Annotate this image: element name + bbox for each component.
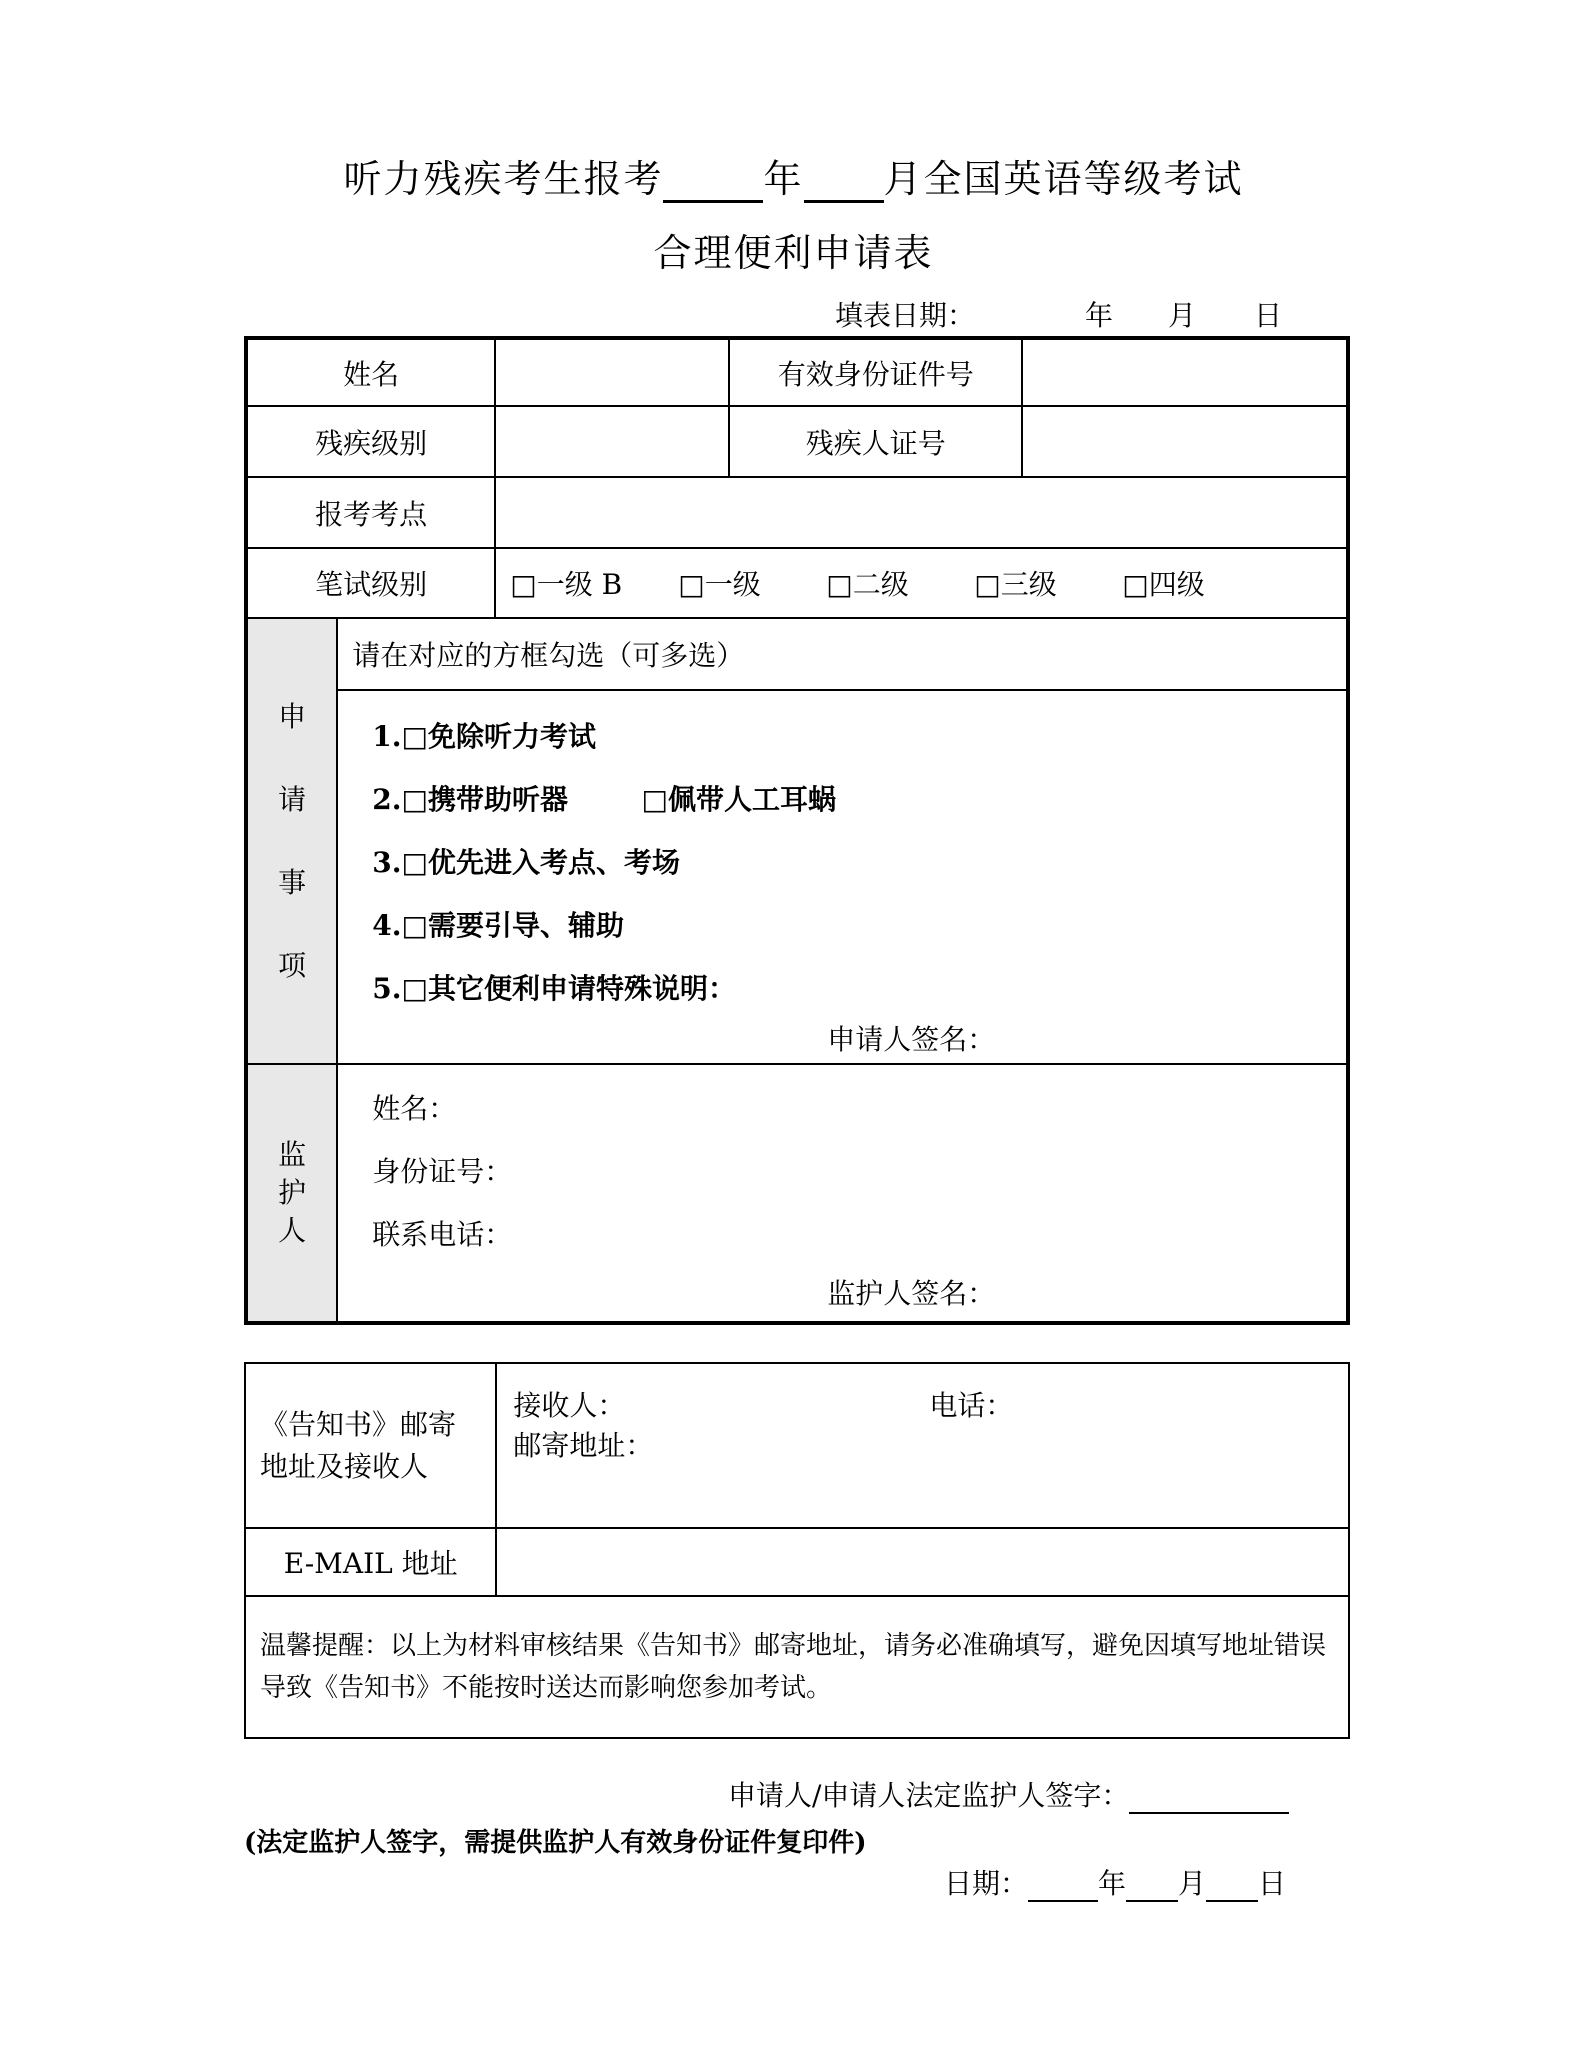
item-3[interactable]: 3.□优先进入考点、考场 (372, 846, 680, 879)
id-field[interactable] (1022, 338, 1348, 406)
email-label: E-MAIL 地址 (245, 1528, 496, 1596)
level-option-3[interactable]: □三级 (974, 568, 1057, 601)
footer-date-label: 日期： (944, 1867, 1029, 1900)
address-label[interactable]: 邮寄地址： (513, 1429, 654, 1462)
mail-table (244, 1362, 1350, 1739)
item-1[interactable]: 1.□免除听力考试 (372, 720, 596, 753)
page-title (0, 148, 1587, 203)
level-option-1[interactable]: □一级 (678, 568, 761, 601)
application-form-table (244, 336, 1350, 1325)
name-field[interactable] (495, 338, 729, 406)
application-side-char: 项 (278, 948, 307, 982)
footer-month-blank[interactable] (1126, 1870, 1178, 1902)
level-option-4[interactable]: □四级 (1122, 568, 1205, 601)
title-text-2: 月全国英语等级考试 (883, 157, 1244, 201)
footer-year-blank[interactable] (1028, 1870, 1098, 1902)
guardian-note: (法定监护人签字，需提供监护人有效身份证件复印件) (244, 1828, 867, 1858)
level-option-1b[interactable]: □一级 B (510, 568, 623, 601)
guardian-id[interactable]: 身份证号： (372, 1155, 513, 1188)
title-text-1: 听力残疾考生报考 (343, 157, 664, 201)
fill-date-year: 年 (1085, 299, 1114, 332)
written-level-label: 笔试级别 (246, 548, 495, 618)
item-5[interactable]: 5.□其它便利申请特殊说明： (372, 972, 736, 1005)
item-4[interactable]: 4.□需要引导、辅助 (372, 909, 624, 942)
application-hint: 请在对应的方框勾选（可多选） (337, 618, 1348, 690)
signature-line (728, 1774, 1289, 1814)
written-level-options (495, 548, 1348, 618)
guardian-side-char: 监 (278, 1138, 307, 1171)
signature-label: 申请人/申请人法定监护人签字： (728, 1779, 1130, 1812)
name-label: 姓名 (246, 338, 495, 406)
page-subtitle: 合理便利申请表 (653, 231, 934, 275)
application-side-char: 事 (278, 865, 307, 899)
id-label: 有效身份证件号 (729, 338, 1023, 406)
exam-site-label: 报考考点 (246, 477, 495, 548)
guardian-signature[interactable]: 监护人签名： (827, 1277, 996, 1310)
fill-date (835, 294, 1282, 334)
level-option-2[interactable]: □二级 (826, 568, 909, 601)
item-2[interactable]: 2.□携带助听器 □佩带人工耳蜗 (372, 783, 836, 816)
application-side-char: 请 (278, 782, 307, 816)
footer-date (944, 1862, 1286, 1902)
footer-day: 日 (1258, 1867, 1287, 1900)
month-blank[interactable] (804, 160, 884, 203)
fill-date-label: 填表日期： (835, 299, 976, 332)
receiver-label[interactable]: 接收人： (513, 1389, 626, 1422)
title-year: 年 (763, 157, 804, 201)
disability-level-label: 残疾级别 (246, 406, 495, 477)
item-2-cochlear[interactable]: □佩带人工耳蜗 (641, 783, 836, 816)
guardian-section-label (246, 1064, 337, 1323)
exam-site-field[interactable] (495, 477, 1348, 548)
fill-date-month: 月 (1168, 299, 1197, 332)
application-items (337, 690, 1348, 1064)
footer-month: 月 (1178, 1867, 1207, 1900)
signature-blank[interactable] (1129, 1782, 1289, 1814)
application-section-label (246, 618, 337, 1064)
reminder-text: 温馨提醒：以上为材料审核结果《告知书》邮寄地址，请务必准确填写，避免因填写地址错误导致《告知书》不能按时送达而影响您参加考试。 (245, 1596, 1349, 1738)
guardian-side-char: 人 (278, 1214, 307, 1247)
email-field[interactable] (496, 1528, 1349, 1596)
guardian-name[interactable]: 姓名： (372, 1092, 457, 1125)
guardian-phone[interactable]: 联系电话： (372, 1218, 513, 1251)
disability-cert-field[interactable] (1022, 406, 1348, 477)
guardian-side-char: 护 (278, 1176, 307, 1209)
mail-info (496, 1363, 1349, 1528)
application-side-char: 申 (278, 699, 307, 733)
year-blank[interactable] (663, 160, 763, 203)
guardian-info (337, 1064, 1348, 1323)
footer-year: 年 (1098, 1867, 1127, 1900)
disability-cert-label: 残疾人证号 (729, 406, 1023, 477)
footer-day-blank[interactable] (1206, 1870, 1258, 1902)
applicant-signature[interactable]: 申请人签名： (827, 1023, 996, 1056)
fill-date-day: 日 (1254, 299, 1283, 332)
disability-level-field[interactable] (495, 406, 729, 477)
phone-label[interactable]: 电话： (929, 1389, 1014, 1422)
mail-label: 《告知书》邮寄地址及接收人 (245, 1363, 496, 1528)
